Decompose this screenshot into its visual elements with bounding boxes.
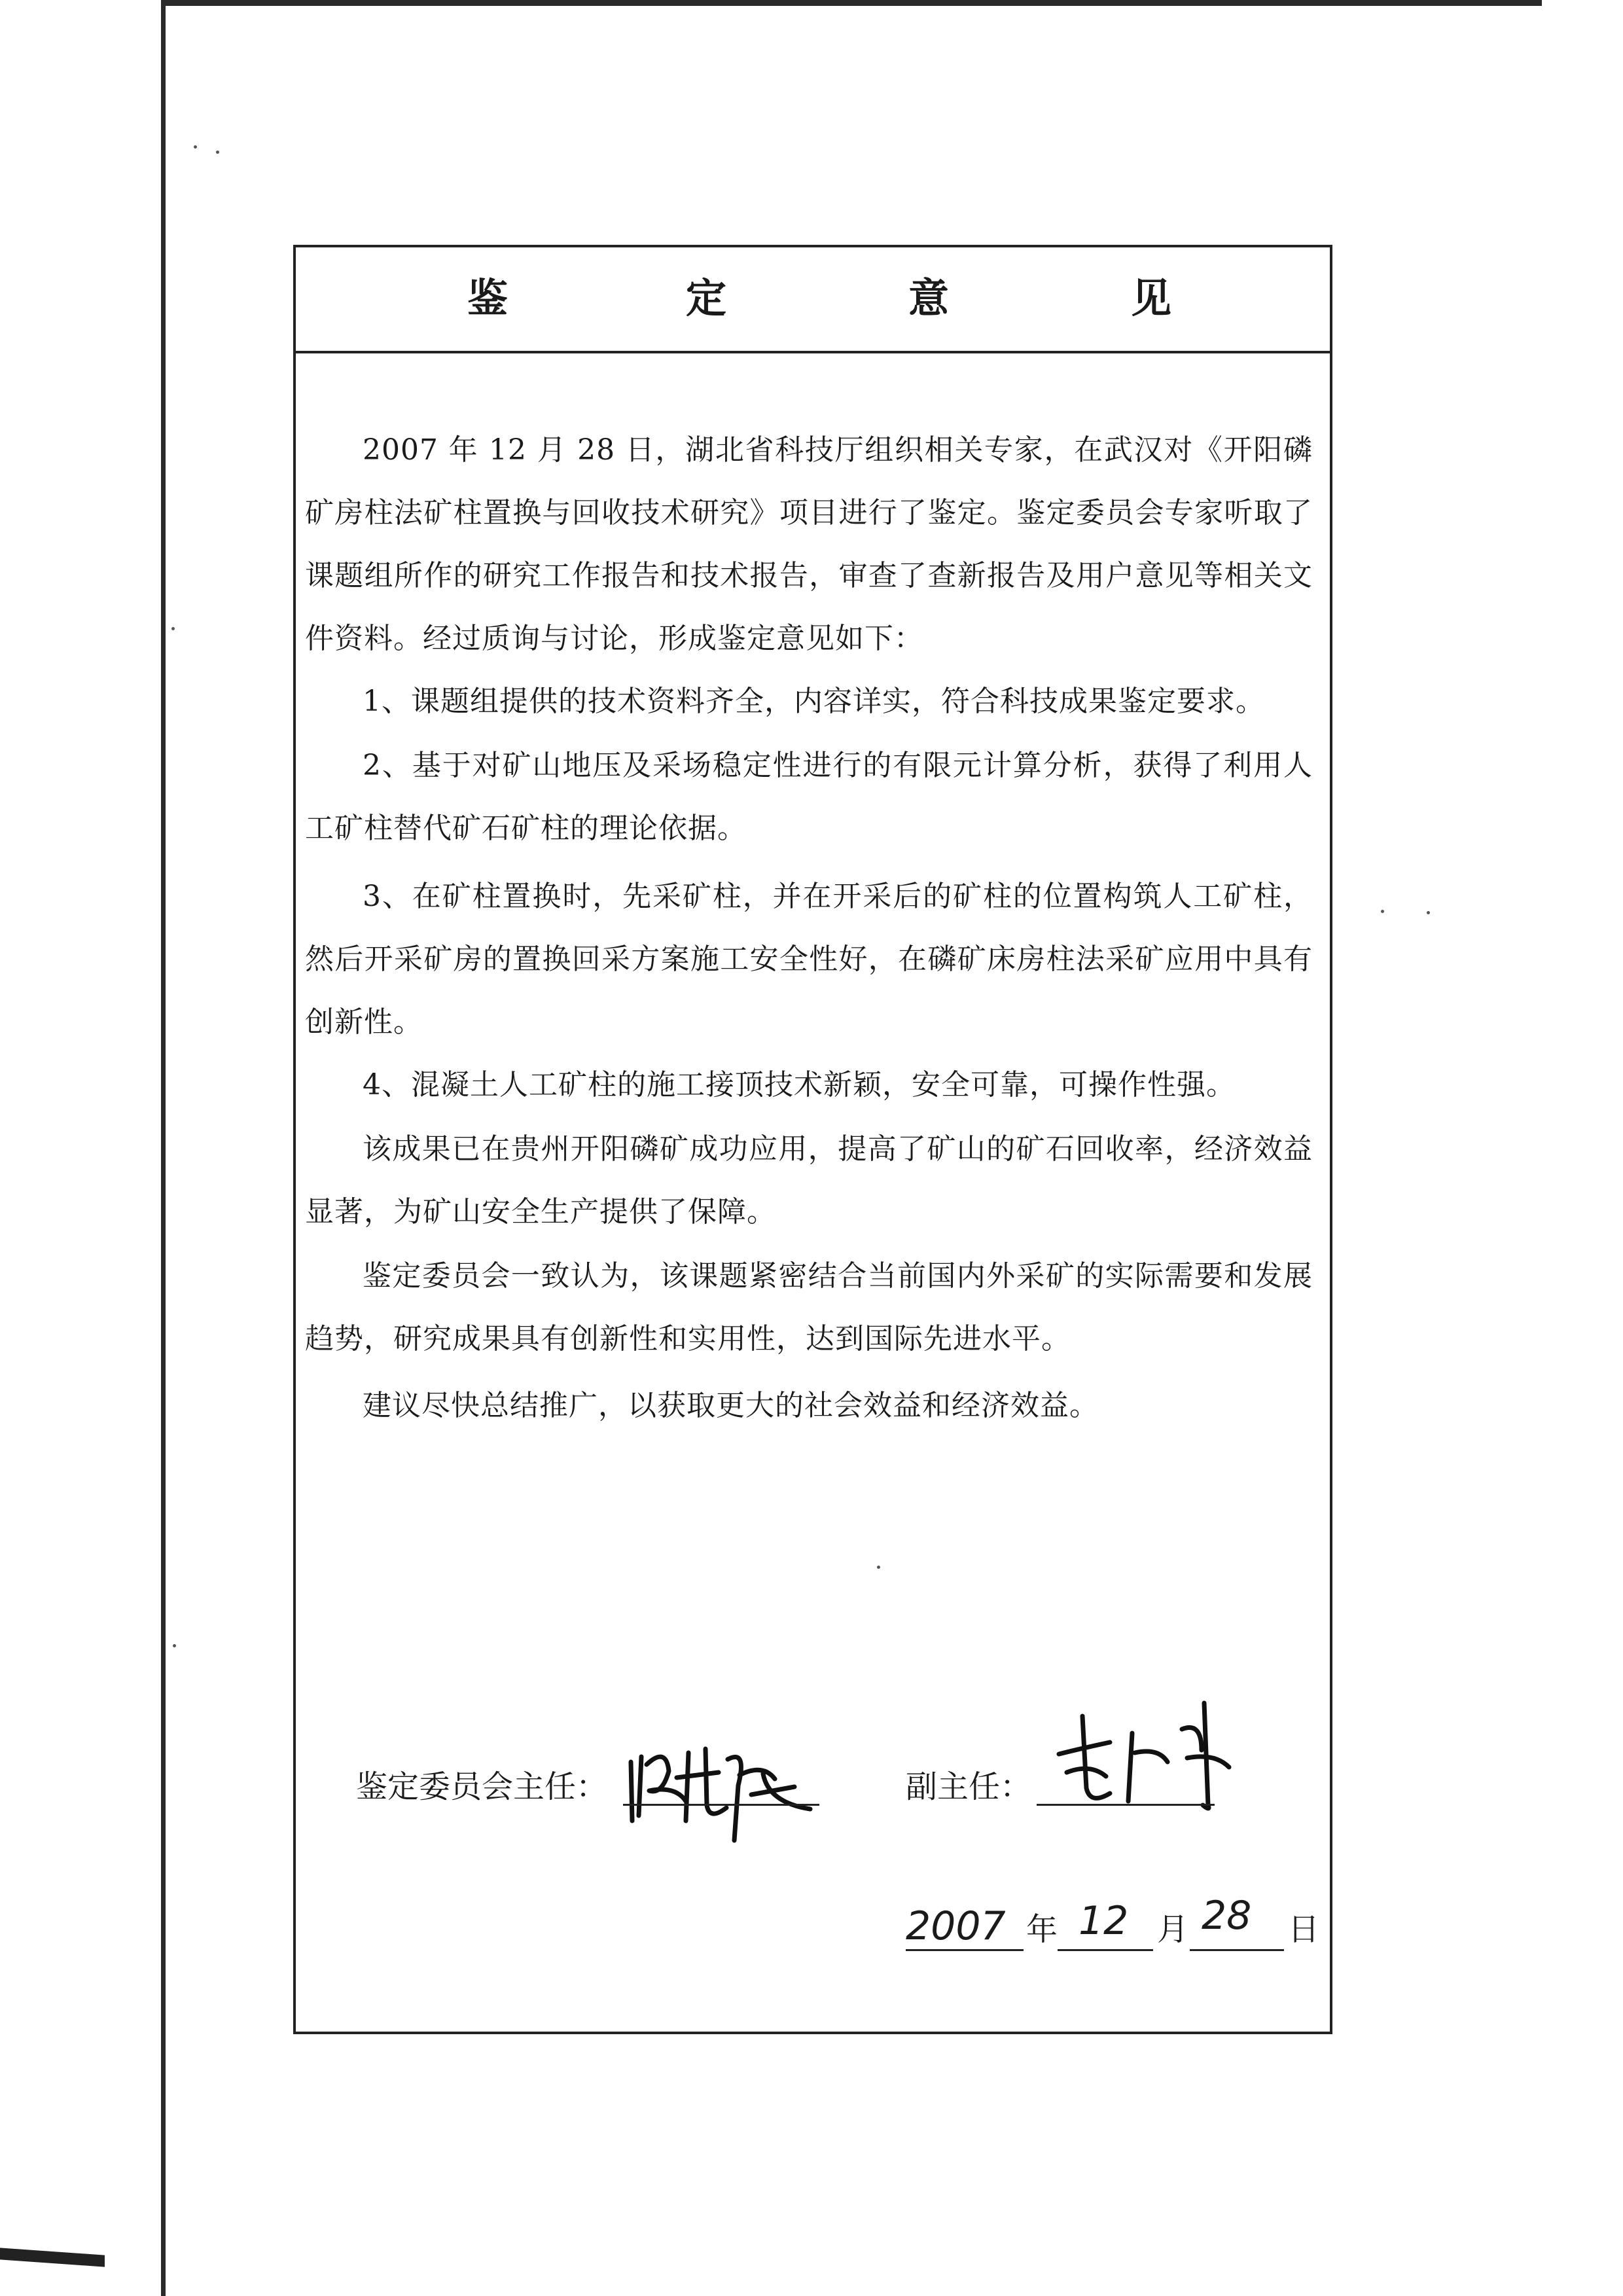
chair-label: 鉴定委员会主任： — [356, 1768, 608, 1805]
title-char: 定 — [686, 274, 727, 322]
title-char: 意 — [908, 274, 950, 322]
opinion-item-4: 4、混凝土人工矿柱的施工接顶技术新颖，安全可靠，可操作性强。 — [363, 1068, 1236, 1102]
opinion-item-1: 1、课题组提供的技术资料齐全，内容详实，符合科技成果鉴定要求。 — [363, 685, 1265, 718]
scan-speck — [173, 1644, 176, 1647]
date-year-label: 年 — [1026, 1911, 1058, 1948]
opinion-item-3: 3、在矿柱置换时，先采矿柱，并在开采后的矿柱的位置构筑人工矿柱，然后开采矿房的置换回采方案施工安全性好，在磷矿床房柱法采矿应用中具有创新性。 — [305, 880, 1313, 1039]
intro-paragraph: 2007 年 12 月 28 日，湖北省科技厅组织相关专家，在武汉对《开阳磷矿房柱法矿柱置换与回收技术研究》项目进行了鉴定。鉴定委员会专家听取了课题组所作的研究工作报告和技术报告，审查了查新报告及用户意见等相关文件资料。经过质询与讨论，形成鉴定意见如下： — [305, 433, 1313, 655]
date-day-line — [1190, 1949, 1284, 1951]
appraisal-form — [293, 245, 1332, 2034]
scan-top-edge — [161, 0, 1542, 6]
scan-left-edge — [161, 0, 166, 2296]
scan-speck — [1381, 910, 1384, 913]
opinion-item-2: 2、基于对矿山地压及采场稳定性进行的有限元计算分析，获得了利用人工矿柱替代矿石矿柱的理论依据。 — [305, 749, 1313, 845]
conclusion-paragraph: 鉴定委员会一致认为，该课题紧密结合当前国内外采矿的实际需要和发展趋势，研究成果具有创新性和实用性，达到国际先进水平。 — [305, 1259, 1313, 1355]
vice-chair-label: 副主任： — [906, 1768, 1032, 1805]
scan-speck — [171, 627, 175, 630]
date-year-line — [906, 1949, 1024, 1951]
date-month-label: 月 — [1157, 1911, 1189, 1948]
scan-corner-mark — [0, 2248, 105, 2267]
vice-chair-signature-line — [1037, 1804, 1215, 1806]
date-month-handwritten: 12 — [1079, 1898, 1129, 1944]
vice-chair-signature — [1047, 1690, 1257, 1814]
scan-speck — [194, 145, 197, 149]
recommendation-paragraph: 建议尽快总结推广，以获取更大的社会效益和经济效益。 — [363, 1389, 1099, 1422]
chair-signature-line — [623, 1804, 819, 1806]
form-title-row — [296, 247, 1330, 353]
date-month-line — [1058, 1949, 1153, 1951]
scan-speck — [216, 151, 219, 154]
title-char: 鉴 — [467, 274, 508, 322]
scan-speck — [1427, 911, 1430, 914]
date-day-label: 日 — [1288, 1911, 1320, 1948]
application-paragraph: 该成果已在贵州开阳磷矿成功应用，提高了矿山的矿石回收率，经济效益显著，为矿山安全生产提供了保障。 — [305, 1132, 1313, 1229]
date-day-handwritten: 28 — [1202, 1893, 1252, 1939]
title-char: 见 — [1131, 274, 1172, 322]
date-year-handwritten: 2007 — [906, 1903, 1006, 1949]
chair-signature — [623, 1723, 819, 1847]
